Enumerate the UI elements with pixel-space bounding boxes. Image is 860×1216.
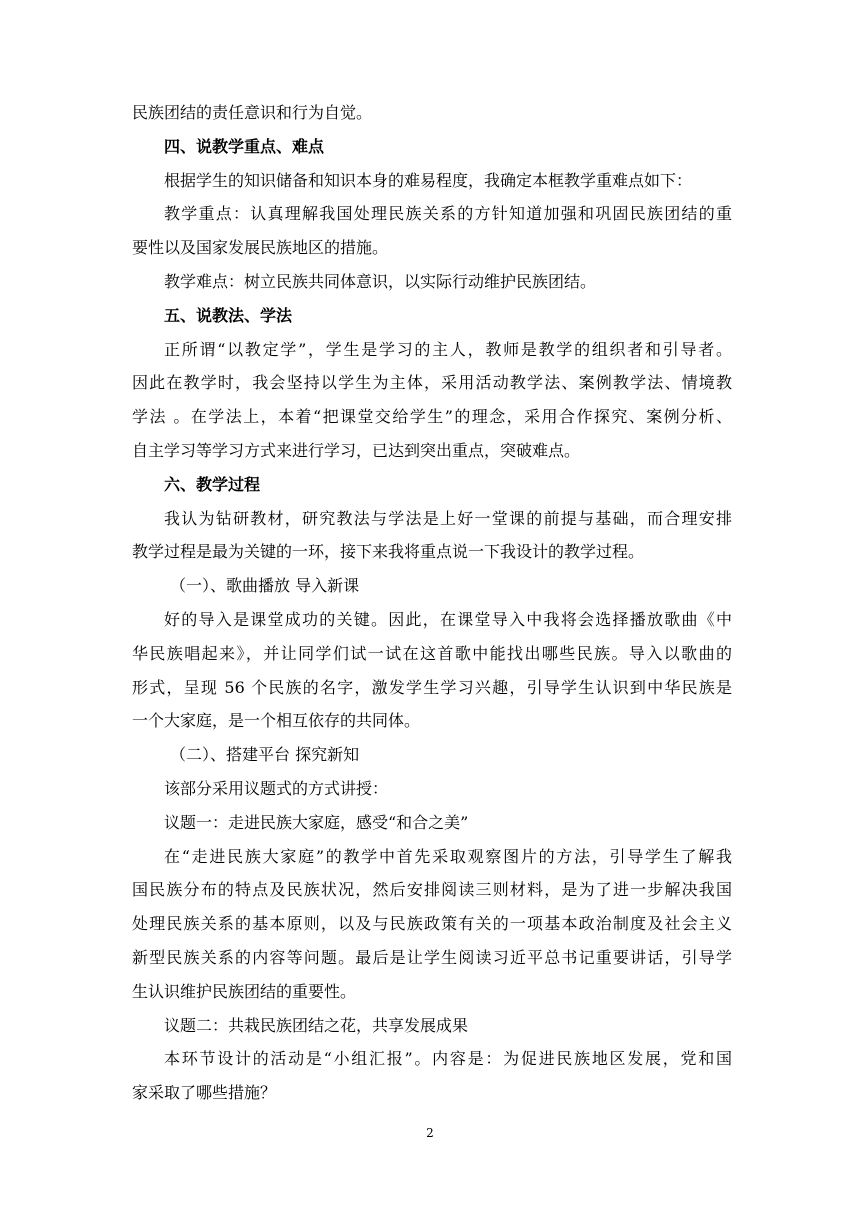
text-line: 新型民族关系的内容等问题。最后是让学生阅读习近平总书记重要讲话，引导学 [132, 947, 732, 967]
topic-heading: 议题一：走进民族大家庭，感受“和合之美” [164, 812, 469, 832]
text-line: 本环节设计的活动是“小组汇报”。内容是：为促进民族地区发展，党和国 [164, 1049, 732, 1069]
text-line: 我认为钻研教材，研究教法与学法是上好一堂课的前提与基础，而合理安排 [164, 508, 732, 528]
text-line: 家采取了哪些措施？ [132, 1083, 277, 1103]
text-line: 形式，呈现 56 个民族的名字，激发学生学习兴趣，引导学生认识到中华民族是 [132, 677, 732, 697]
subsection-heading: （一）、歌曲播放 导入新课 [170, 576, 360, 596]
text-line: 好的导入是课堂成功的关键。因此，在课堂导入中我将会选择播放歌曲《中 [164, 609, 732, 629]
subsection-heading: （二）、搭建平台 探究新知 [170, 745, 360, 765]
text-line: 教学难点：树立民族共同体意识，以实际行动维护民族团结。 [164, 271, 597, 291]
text-line: 学法 。在学法上，本着“把课堂交给学生”的理念，采用合作探究、案例分析、 [132, 407, 732, 427]
text-line: 国民族分布的特点及民族状况，然后安排阅读三则材料，是为了进一步解决我国 [132, 880, 732, 900]
text-line: 正所谓“以教定学”，学生是学习的主人，教师是教学的组织者和引导者。 [164, 339, 732, 359]
text-line: 民族团结的责任意识和行为自觉。 [132, 103, 373, 122]
text-line: 一个大家庭，是一个相互依存的共同体。 [132, 711, 421, 731]
text-line: 在“走进民族大家庭”的教学中首先采取观察图片的方法，引导学生了解我 [164, 846, 732, 866]
text-line: 自主学习等学习方式来进行学习，已达到突出重点，突破难点。 [132, 440, 581, 460]
text-line: 教学重点：认真理解我国处理民族关系的方针知道加强和巩固民族团结的重 [164, 204, 732, 224]
section-heading: 六、教学过程 [164, 474, 261, 494]
document-body [132, 96, 732, 1110]
text-line: 华民族唱起来》，并让同学们试一试在这首歌中能找出哪些民族。导入以歌曲的 [132, 643, 732, 663]
section-heading: 五、说教法、学法 [164, 305, 293, 325]
text-line: 生认识维护民族团结的重要性。 [132, 981, 357, 1001]
topic-heading: 议题二：共栽民族团结之花，共享发展成果 [164, 1015, 469, 1035]
text-line: 该部分采用议题式的方式讲授： [164, 778, 389, 798]
text-line: 根据学生的知识储备和知识本身的难易程度，我确定本框教学重难点如下： [164, 170, 693, 190]
text-line: 教学过程是最为关键的一环，接下来我将重点说一下我设计的教学过程。 [132, 542, 645, 562]
page-number: 2 [426, 1126, 434, 1140]
text-line: 处理民族关系的基本原则，以及与民族政策有关的一项基本政治制度及社会主义 [132, 914, 732, 934]
section-heading: 四、说教学重点、难点 [164, 136, 325, 156]
text-line: 要性以及国家发展民族地区的措施。 [132, 238, 389, 258]
text-line: 因此在教学时，我会坚持以学生为主体，采用活动教学法、案例教学法、情境教 [132, 373, 732, 393]
